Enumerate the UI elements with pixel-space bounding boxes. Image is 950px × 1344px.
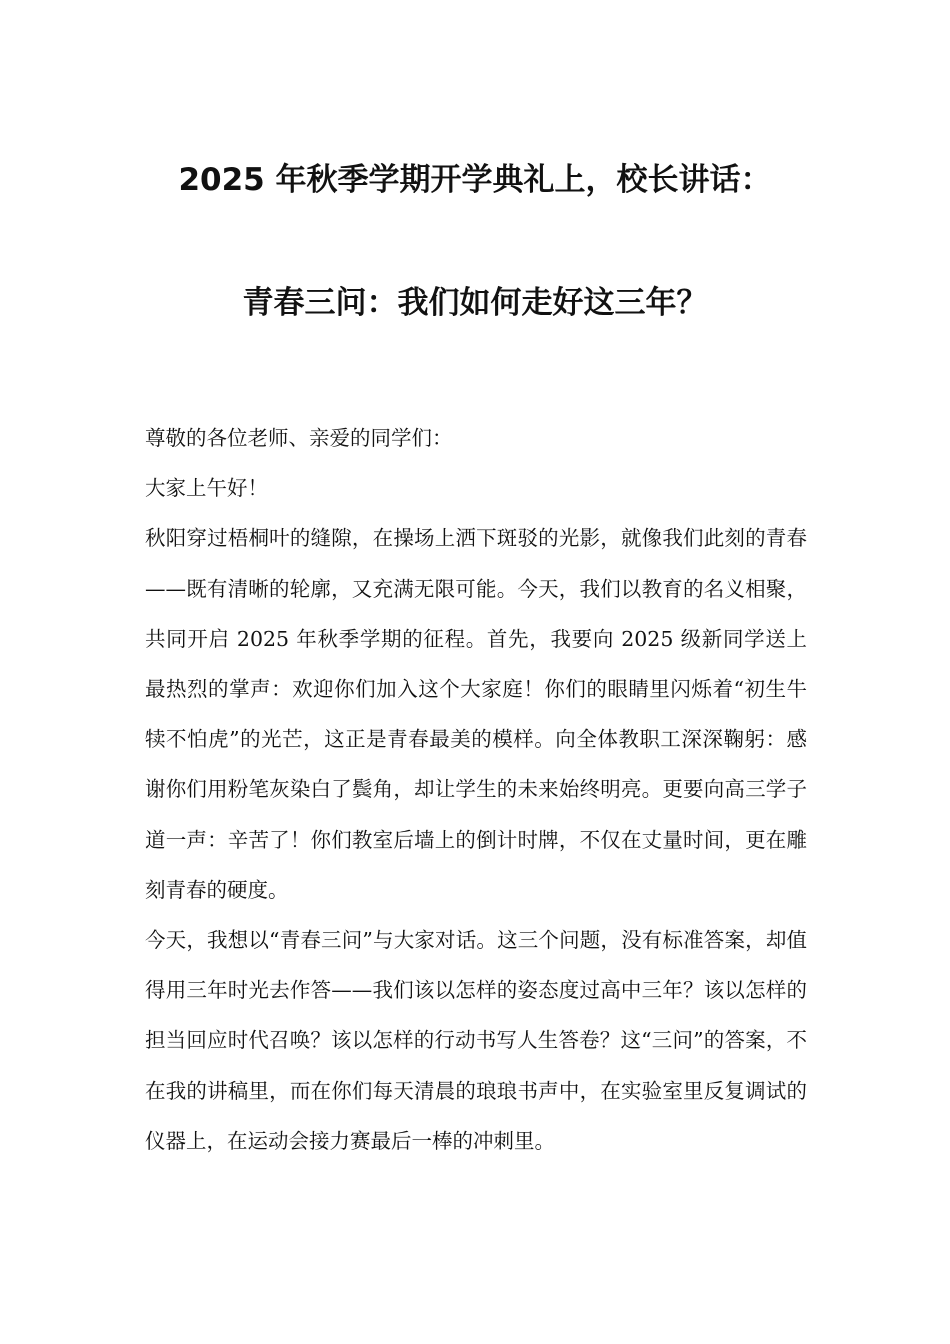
body-paragraph: 今天，我想以“青春三问”与大家对话。这三个问题，没有标准答案，却值得用三年时光去作答——我们该以怎样的姿态度过高中三年？该以怎样的担当回应时代召唤？该以怎样的行动书写人生答卷？这“三问”的答案，不在我的讲稿里，而在你们每天清晨的琅琅书声中，在实验室里反复调试的仪器上，在运动会接力赛最后一棒的冲刺里。 xyxy=(145,928,807,1153)
greeting: 大家上午好！ xyxy=(145,476,268,501)
salutation: 尊敬的各位老师、亲爱的同学们： xyxy=(145,426,453,450)
document-title-line-2: 青春三问：我们如何走好这三年？ xyxy=(242,285,708,321)
document-body xyxy=(145,413,807,1166)
body-paragraph: 秋阳穿过梧桐叶的缝隙，在操场上洒下斑驳的光影，就像我们此刻的青春——既有清晰的轮廓，又充满无限可能。今天，我们以教育的名义相聚，共同开启 2025 年秋季学期的征程。首先，我要向 2025 级新同学送上最热烈的掌声：欢迎你们加入这个大家庭！你们的眼睛里闪烁着“初生牛犊不怕虎”的光芒，这正是青春最美的模样。向全体教职工深深鞠躬：感谢你们用粉笔灰染白了鬓角，却让学生的未来始终明亮。更要向高三学子道一声：辛苦了！你们教室后墙上的倒计时牌，不仅在丈量时间，更在雕刻青春的硬度。 xyxy=(145,526,807,902)
document-title-line-1: 2025 年秋季学期开学典礼上，校长讲话： xyxy=(178,162,772,198)
